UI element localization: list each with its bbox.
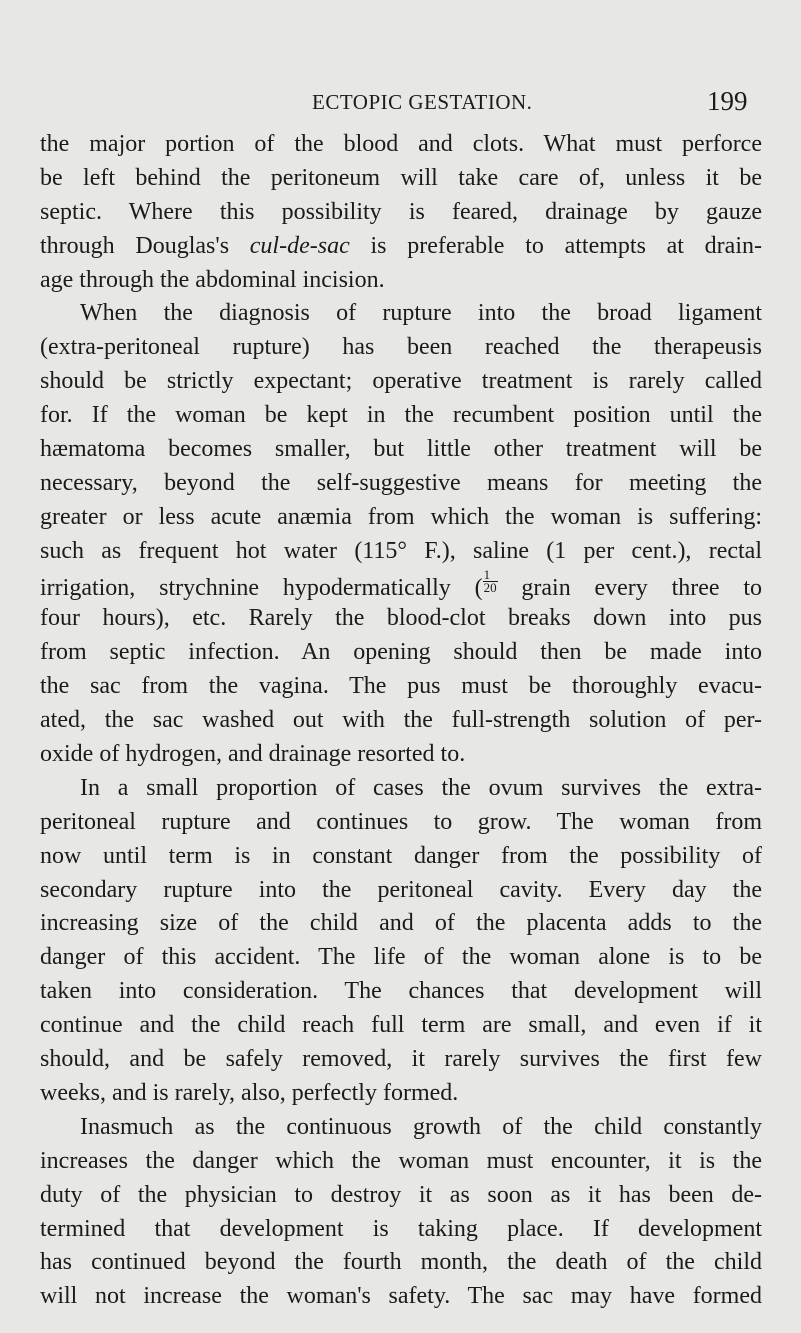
- text-line: continue and the child reach full term are small, and even if it: [40, 1012, 762, 1039]
- text-line: has continued beyond the fourth month, the death of the child: [40, 1249, 762, 1276]
- text-line: the major portion of the blood and clots. What must perforce: [40, 131, 762, 157]
- text-line: peritoneal rupture and continues to grow. The woman from: [40, 808, 762, 835]
- paragraph-start-line: Inasmuch as the continuous growth of the child constantly: [80, 1113, 762, 1140]
- text-line: increasing size of the child and of the placenta adds to the: [40, 910, 762, 937]
- text-line: danger of this accident. The life of the woman alone is to be: [40, 944, 762, 971]
- text-line: ated, the sac washed out with the full-strength solution of per-: [40, 707, 762, 734]
- text-line: should be strictly expectant; operative treatment is rarely called: [40, 368, 762, 395]
- text-line: secondary rupture into the peritoneal cavity. Every day the: [40, 876, 762, 903]
- text-line: such as frequent hot water (115° F.), saline (1 per cent.), rectal: [40, 537, 762, 564]
- paragraph-start-line: When the diagnosis of rupture into the broad ligament: [80, 300, 762, 327]
- page-header: [0, 86, 801, 120]
- text-line: for. If the woman be kept in the recumbent position until the: [40, 402, 762, 429]
- page-number: 199: [707, 86, 748, 116]
- text-line: hæmatoma becomes smaller, but little other treatment will be: [40, 436, 762, 463]
- text-line: increases the danger which the woman must encounter, it is the: [40, 1147, 762, 1174]
- paragraph-start-line: In a small proportion of cases the ovum survives the extra-: [80, 774, 762, 801]
- text-line: irrigation, strychnine hypodermatically ( $\frac{1}{20}$ grain every three to: [40, 566, 762, 601]
- fraction: [483, 566, 498, 595]
- text-line: age through the abdominal incision.: [40, 266, 385, 293]
- text-line: will not increase the woman's safety. The sac may have formed: [40, 1283, 762, 1310]
- text-line: duty of the physician to destroy it as soon as it has been de-: [40, 1181, 762, 1208]
- text-line: now until term is in constant danger from the possibility of: [40, 842, 762, 869]
- text-line: greater or less acute anæmia from which the woman is suffering:: [40, 503, 762, 530]
- text-line: oxide of hydrogen, and drainage resorted to.: [40, 741, 466, 768]
- text-line: weeks, and is rarely, also, perfectly formed.: [40, 1079, 459, 1106]
- italic-term: cul-de-sac: [249, 232, 350, 259]
- fraction-numerator: 1: [483, 569, 498, 582]
- text-line: from septic infection. An opening should then be made into: [40, 639, 762, 666]
- text-line: taken into consideration. The chances that development will: [40, 978, 762, 1005]
- text-line: (extra-peritoneal rupture) has been reached the therapeusis: [40, 334, 762, 361]
- text-line: four hours), etc. Rarely the blood-clot breaks down into pus: [40, 605, 762, 632]
- body-text: [40, 128, 762, 1314]
- text-line: the sac from the vagina. The pus must be thoroughly evacu-: [40, 673, 762, 700]
- text-line: septic. Where this possibility is feared, drainage by gauze: [40, 198, 762, 225]
- text-line: through Douglas's cul-de-sac is preferable to attempts at drain-: [40, 232, 762, 259]
- running-head: ECTOPIC GESTATION.: [312, 90, 533, 114]
- text-line: be left behind the peritoneum will take care of, unless it be: [40, 164, 762, 191]
- text-line: necessary, beyond the self-suggestive means for meeting the: [40, 469, 762, 496]
- text-line: should, and be safely removed, it rarely survives the first few: [40, 1046, 762, 1073]
- fraction-denominator: 20: [483, 579, 497, 595]
- text-line: termined that development is taking place. If development: [40, 1215, 762, 1242]
